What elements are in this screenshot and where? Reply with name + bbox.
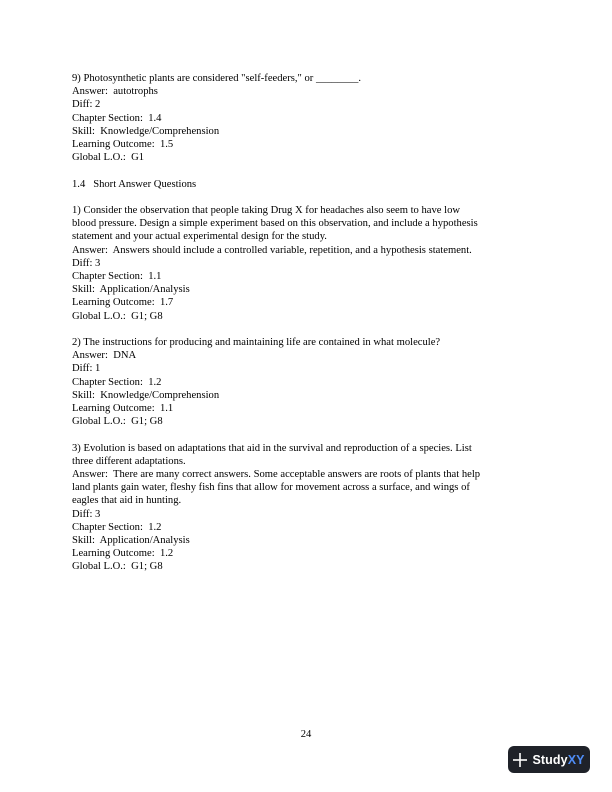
text-line: Chapter Section: 1.2 (72, 376, 162, 388)
text-line: Skill: Application/Analysis (72, 284, 190, 296)
text-line: eagles that aid in hunting. (72, 495, 182, 507)
question-block (72, 178, 540, 191)
text-line: Chapter Section: 1.1 (72, 271, 162, 283)
text-line: Learning Outcome: 1.2 (72, 548, 174, 560)
text-line: Answer: autotrophs (72, 86, 158, 98)
text-line: 1) Consider the observation that people taking Drug X for headaches also seem to have low (72, 205, 461, 216)
text-line: 3) Evolution is based on adaptations that aid in the survival and reproduction of a species. List (72, 442, 472, 454)
text-line: Diff: 1 (72, 363, 101, 375)
text-line: Diff: 3 (72, 257, 101, 269)
text-line: land plants gain water, fleshy fish fins that allow for movement across a surface, and wings of (72, 482, 470, 494)
text-line: Skill: Knowledge/Comprehension (72, 389, 220, 401)
text-line: Answer: Answers should include a controlled variable, repetition, and a hypothesis statement. (72, 244, 472, 256)
text-line: Global L.O.: G1 (72, 152, 145, 164)
text-line: Skill: Knowledge/Comprehension (72, 125, 220, 137)
text-line: 2) The instructions for producing and maintaining life are contained in what molecule? (72, 337, 441, 349)
brand-primary: Study (532, 752, 568, 767)
text-line: Chapter Section: 1.2 (72, 521, 162, 533)
text-line: statement and your actual experimental design for the study. (72, 231, 327, 243)
question-block (72, 72, 540, 164)
text-line: 9) Photosynthetic plants are considered "self-feeders," or ________. (72, 73, 362, 84)
document-body (72, 72, 540, 574)
question-block (72, 442, 540, 574)
text-line: Global L.O.: G1; G8 (72, 561, 163, 573)
question-block (72, 336, 540, 428)
text-line: Global L.O.: G1; G8 (72, 416, 163, 428)
text-line: Chapter Section: 1.4 (72, 112, 162, 124)
paragraph-gap (72, 428, 540, 441)
text-line: Learning Outcome: 1.1 (72, 403, 174, 415)
paragraph-gap (72, 191, 540, 204)
studyxy-badge[interactable] (508, 746, 590, 773)
question-block (72, 204, 540, 323)
brand-secondary: XY (567, 752, 585, 767)
brand-logo-text (532, 753, 584, 767)
text-line: 1.4 Short Answer Questions (72, 178, 197, 190)
text-line: Diff: 3 (72, 508, 101, 520)
text-line: Learning Outcome: 1.7 (72, 297, 174, 309)
text-line: Answer: There are many correct answers. Some acceptable answers are roots of plants that help (72, 469, 481, 481)
text-line: three different adaptations. (72, 455, 186, 467)
text-line: Learning Outcome: 1.5 (72, 139, 174, 151)
text-line: Answer: DNA (72, 350, 137, 362)
text-line: blood pressure. Design a simple experiment based on this observation, and include a hypothesis (72, 218, 478, 230)
text-line: Global L.O.: G1; G8 (72, 310, 163, 322)
text-line: Diff: 2 (72, 99, 101, 111)
paragraph-gap (72, 164, 540, 177)
page-number: 24 (300, 729, 312, 740)
text-line: Skill: Application/Analysis (72, 535, 190, 547)
paragraph-gap (72, 323, 540, 336)
plus-icon (513, 753, 527, 767)
